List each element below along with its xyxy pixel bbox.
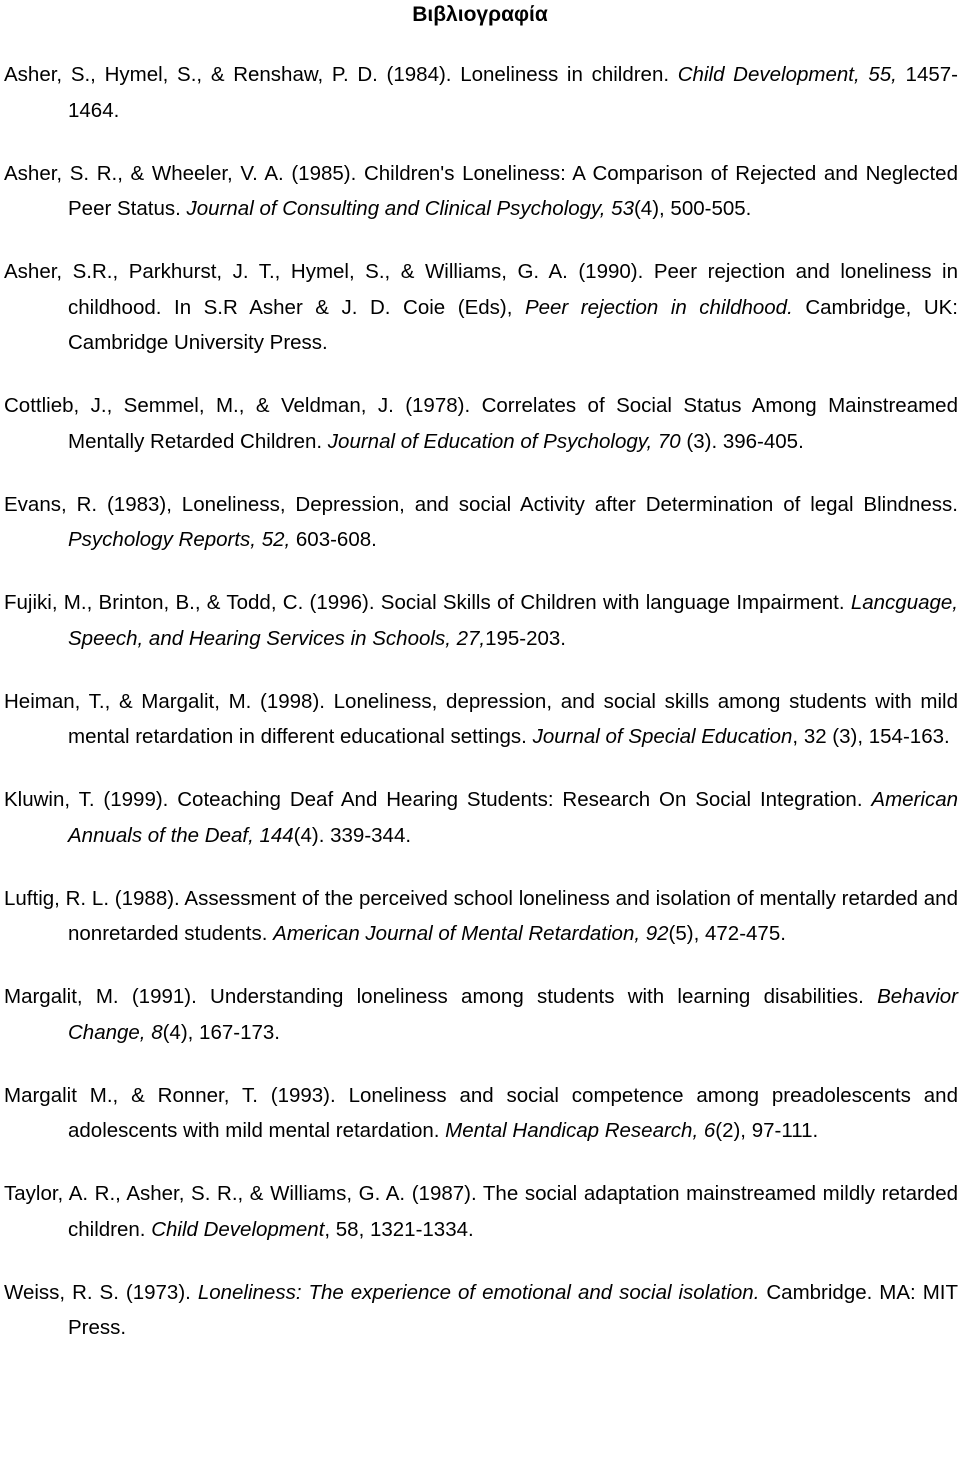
reference-item (4, 1176, 958, 1247)
reference-text: Margalit, M. (1991). Understanding loneliness among students with learning disabilities. (4, 985, 878, 1008)
reference-details: (5), 472-475. (668, 922, 786, 945)
reference-details: (4), 500-505. (633, 197, 752, 220)
reference-item (4, 156, 958, 227)
reference-item (4, 782, 958, 853)
reference-details: 1457-1464. (68, 63, 958, 122)
reference-text: Asher, S.R., Parkhurst, J. T., Hymel, S., & Williams, G. A. (1990). Peer rejection and loneliness in childhood. In S.R Asher & J. D. Coie (Eds), (4, 260, 958, 319)
reference-details: , 32 (3), 154-163. (792, 725, 950, 748)
reference-journal: American Annuals of the Deaf, 144 (68, 788, 958, 847)
reference-details: Cambridge, UK: Cambridge University Press. (68, 295, 958, 354)
reference-text: Asher, S., Hymel, S., & Renshaw, P. D. (1984). Loneliness in children. (4, 63, 678, 86)
reference-journal: Lancguage, Speech, and Hearing Services in Schools, 27, (68, 591, 958, 650)
reference-journal: Journal of Education of Psychology, 70 (327, 429, 681, 453)
reference-details: , 58, 1321-1334. (324, 1217, 474, 1241)
reference-journal: Journal of Consulting and Clinical Psychology, 53 (186, 197, 634, 220)
reference-journal: Behavior Change, 8 (68, 985, 958, 1044)
reference-list (4, 57, 958, 1346)
reference-item (4, 684, 958, 755)
reference-text: Fujiki, M., Brinton, B., & Todd, C. (1996). Social Skills of Children with language Impairment. (4, 591, 851, 614)
reference-item (4, 388, 958, 459)
reference-text: Weiss, R. S. (1973). (4, 1280, 198, 1304)
reference-details: (2), 97-111. (715, 1119, 819, 1142)
page-title: Βιβλιογραφία (412, 3, 548, 26)
reference-item (4, 881, 958, 952)
reference-text: Kluwin, T. (1999). Coteaching Deaf And Hearing Students: Research On Social Integration. (4, 788, 872, 811)
reference-details: 195-203. (485, 626, 567, 650)
reference-journal: Journal of Special Education (532, 725, 793, 748)
reference-text: Taylor, A. R., Asher, S. R., & Williams, G. A. (1987). The social adaptation mainstreamed mildly retarded children. (4, 1182, 958, 1241)
reference-item (4, 487, 958, 558)
reference-details: Cambridge. MA: MIT Press. (68, 1280, 959, 1339)
reference-journal: American Journal of Mental Retardation, 92 (273, 922, 669, 945)
reference-journal: Child Development (151, 1217, 325, 1241)
reference-journal: Mental Handicap Research, 6 (445, 1119, 716, 1142)
reference-journal: Psychology Reports, 52, (68, 528, 291, 551)
reference-journal: Peer rejection in childhood. (524, 295, 793, 319)
reference-text: Asher, S. R., & Wheeler, V. A. (1985). Children's Loneliness: A Comparison of Rejected and Neglected Peer Status. (4, 161, 958, 220)
reference-journal: Loneliness: The experience of emotional and social isolation. (197, 1280, 760, 1304)
reference-details: 603-608. (290, 528, 377, 551)
reference-journal: Child Development, 55, (677, 63, 897, 86)
reference-item (4, 979, 958, 1050)
reference-item (4, 1275, 958, 1346)
reference-item (4, 254, 958, 361)
reference-details: (4), 167-173. (162, 1020, 280, 1044)
reference-text: Luftig, R. L. (1988). Assessment of the perceived school loneliness and isolation of mentally retarded and nonretarded students. (4, 886, 958, 945)
reference-item (4, 1078, 958, 1149)
reference-details: (3). 396-405. (680, 429, 804, 453)
reference-item (4, 57, 958, 128)
reference-text: Heiman, T., & Margalit, M. (1998). Loneliness, depression, and social skills among students with mild mental retardation in different educational settings. (4, 689, 958, 748)
reference-text: Margalit M., & Ronner, T. (1993). Loneliness and social competence among preadolescents and adolescents with mild mental retardation. (4, 1083, 958, 1142)
reference-text: Evans, R. (1983), Loneliness, Depression, and social Activity after Determination of legal Blindness. (4, 492, 958, 516)
reference-item (4, 585, 958, 656)
reference-text: Cottlieb, J., Semmel, M., & Veldman, J. (1978). Correlates of Social Status Among Mainstreamed Mentally Retarded Children. (4, 394, 958, 453)
reference-details: (4). 339-344. (293, 823, 412, 847)
